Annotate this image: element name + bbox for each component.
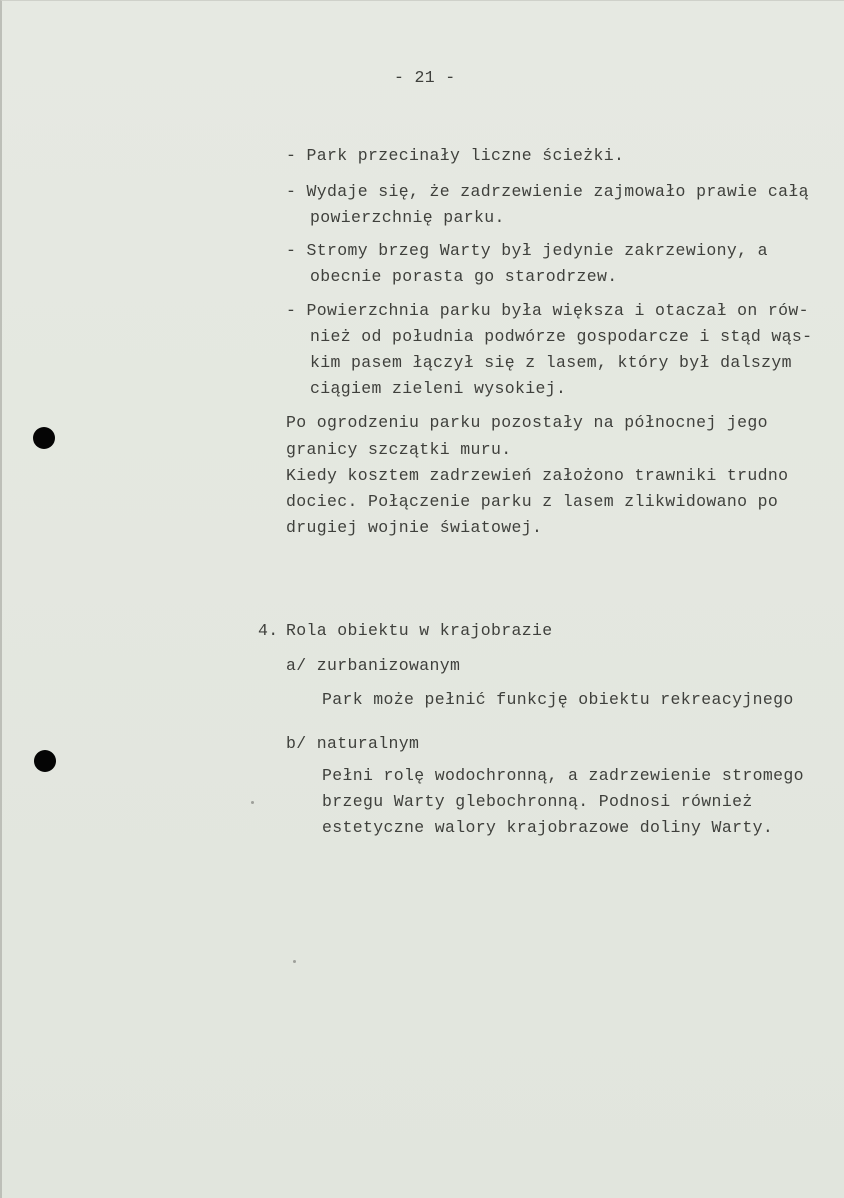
page-number: - 21 -: [394, 68, 456, 87]
subsection-text: Park może pełnić funkcję obiektu rekreacyjnego: [322, 690, 794, 709]
punch-hole-top: [33, 427, 55, 449]
bullet-line: ciągiem zieleni wysokiej.: [310, 379, 567, 398]
paragraph-line: drugiej wojnie światowej.: [286, 518, 543, 537]
bullet-line: obecnie porasta go starodrzew.: [310, 267, 618, 286]
scan-speck: [293, 960, 296, 963]
bullet-line: nież od południa podwórze gospodarcze i stąd wąs-: [310, 327, 813, 346]
subsection-text: Pełni rolę wodochronną, a zadrzewienie stromego: [322, 766, 804, 785]
scan-speck: [251, 801, 254, 804]
paragraph-line: Po ogrodzeniu parku pozostały na północnej jego: [286, 413, 768, 432]
subsection-text: brzegu Warty glebochronną. Podnosi również: [322, 792, 753, 811]
bullet-line: - Stromy brzeg Warty był jedynie zakrzewiony, a: [286, 241, 768, 260]
subsection-label: a/ zurbanizowanym: [286, 656, 461, 675]
bullet-line: kim pasem łączył się z lasem, który był dalszym: [310, 353, 792, 372]
subsection-text: estetyczne walory krajobrazowe doliny Warty.: [322, 818, 774, 837]
paragraph-line: Kiedy kosztem zadrzewień założono trawniki trudno: [286, 466, 789, 485]
subsection-label: b/ naturalnym: [286, 734, 420, 753]
punch-hole-bottom: [34, 750, 56, 772]
bullet-line: - Wydaje się, że zadrzewienie zajmowało prawie całą: [286, 182, 809, 201]
section-number: 4.: [258, 621, 279, 640]
paragraph-line: dociec. Połączenie parku z lasem zlikwidowano po: [286, 492, 779, 511]
paragraph-line: granicy szczątki muru.: [286, 440, 512, 459]
bullet-line: - Park przecinały liczne ścieżki.: [286, 146, 625, 165]
bullet-line: powierzchnię parku.: [310, 208, 505, 227]
bullet-line: - Powierzchnia parku była większa i otaczał on rów-: [286, 301, 809, 320]
section-title: Rola obiektu w krajobrazie: [286, 621, 553, 640]
